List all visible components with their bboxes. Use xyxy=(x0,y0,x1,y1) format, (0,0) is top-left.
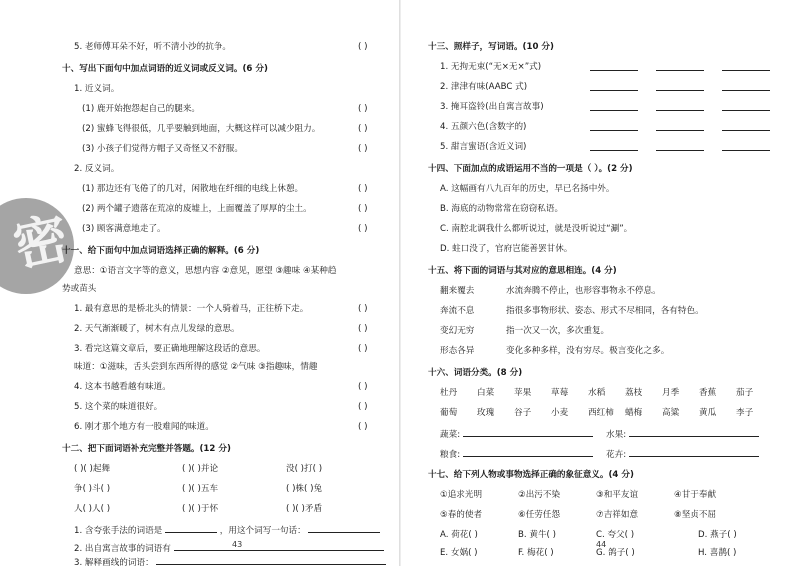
page-number: 44 xyxy=(596,540,607,549)
s11-meaning-cont: 势或苗头 xyxy=(62,284,97,294)
answer-paren[interactable]: ( ) xyxy=(358,422,368,432)
s14-option-d[interactable]: D. 蛀口没了，官府岂能善罢甘休。 xyxy=(440,244,573,254)
s17-option-3: ③和平友谊 xyxy=(596,490,639,500)
s12-q2-prefix: 2. 出自寓言故事的词语有 xyxy=(74,544,171,554)
s16-word-row-2 xyxy=(440,408,773,418)
s13-item-3: 3. 掩耳盗铃(出自寓言故事) xyxy=(440,102,544,112)
s12-q2 xyxy=(74,542,384,554)
answer-blank[interactable] xyxy=(463,448,593,457)
seal-stamp-text: 密 xyxy=(7,205,74,279)
answer-blank[interactable] xyxy=(174,542,384,551)
s17-option-5: ⑤春的使者 xyxy=(440,510,483,520)
s17-item-e[interactable]: E. 女娲( ) xyxy=(440,548,478,558)
s13-answer-row-5 xyxy=(590,142,770,154)
answer-blank[interactable] xyxy=(722,122,770,131)
s13-answer-row-3 xyxy=(590,102,770,114)
s13-answer-row-4 xyxy=(590,122,770,134)
s13-answer-row-1 xyxy=(590,62,770,74)
s15-term-3[interactable]: 变幻无穷 xyxy=(440,326,475,336)
s12-row1-c[interactable]: 没( )打( ) xyxy=(286,464,323,474)
word-item: 高粱 xyxy=(662,408,680,418)
answer-blank[interactable] xyxy=(722,82,770,91)
answer-blank[interactable] xyxy=(590,102,638,111)
answer-blank[interactable] xyxy=(656,102,704,111)
word-item: 葡萄 xyxy=(440,408,458,418)
answer-paren[interactable]: ( ) xyxy=(358,402,368,412)
s15-term-4[interactable]: 形态各异 xyxy=(440,346,475,356)
category-label: 粮食: xyxy=(440,450,461,460)
answer-paren[interactable]: ( ) xyxy=(358,324,368,334)
s17-option-7: ⑦吉祥如意 xyxy=(596,510,639,520)
s16-category-flowers xyxy=(606,448,759,460)
answer-blank[interactable] xyxy=(590,142,638,151)
answer-blank[interactable] xyxy=(656,122,704,131)
s17-option-8: ⑧坚贞不屈 xyxy=(674,510,717,520)
s13-item-5: 5. 甜言蜜语(含近义词) xyxy=(440,142,527,152)
section-14-title: 十四、下面加点的成语运用不当的一项是（ ）。(2 分) xyxy=(428,164,633,174)
s12-q1-prefix: 1. 含夸张手法的词语是 xyxy=(74,526,163,536)
s10-item-2-1: (1) 那边还有飞倦了的几对，闲散地在纤细的电线上休憩。 xyxy=(82,184,304,194)
answer-blank[interactable] xyxy=(590,82,638,91)
word-item: 小麦 xyxy=(551,408,569,418)
s17-option-6: ⑥任劳任怨 xyxy=(518,510,561,520)
s14-option-b[interactable]: B. 海底的动物常常在窃窃私语。 xyxy=(440,204,564,214)
word-item: 西红柿 xyxy=(588,408,614,418)
answer-paren[interactable]: ( ) xyxy=(358,144,368,154)
word-item: 玫瑰 xyxy=(477,408,495,418)
s17-item-f[interactable]: F. 梅花( ) xyxy=(518,548,554,558)
s12-row3-a[interactable]: 人( )人( ) xyxy=(74,504,111,514)
word-item: 李子 xyxy=(736,408,754,418)
section-10-title: 十、写出下面句中加点词语的近义词或反义词。(6 分) xyxy=(62,64,268,74)
answer-blank[interactable] xyxy=(722,142,770,151)
s17-option-2: ②出污不染 xyxy=(518,490,561,500)
category-label: 花卉: xyxy=(606,450,627,460)
s15-term-1[interactable]: 翻来覆去 xyxy=(440,286,475,296)
s16-word-row-1 xyxy=(440,388,773,398)
s10-sub1: 1. 近义词。 xyxy=(74,84,120,94)
s12-row1-a[interactable]: ( )( )起舞 xyxy=(74,464,111,474)
s17-item-c[interactable]: C. 夸父( ) xyxy=(596,530,635,540)
s12-q3-prefix: 3. 解释画线的词语： xyxy=(74,558,154,566)
s12-q1 xyxy=(74,524,380,536)
word-item: 杜丹 xyxy=(440,388,458,398)
s17-item-g[interactable]: G. 鸽子( ) xyxy=(596,548,635,558)
s17-item-d[interactable]: D. 燕子( ) xyxy=(698,530,737,540)
word-item: 香蕉 xyxy=(699,388,717,398)
s12-row1-b[interactable]: ( )( )并论 xyxy=(182,464,219,474)
answer-blank[interactable] xyxy=(308,524,380,533)
word-item: 蜡梅 xyxy=(625,408,643,418)
s15-def-3[interactable]: 指一次又一次，多次重复。 xyxy=(506,326,610,336)
question-5-prev: 5. 老师傅耳朵不好，听不清小沙的抗争。 xyxy=(74,42,232,52)
category-label: 蔬菜: xyxy=(440,430,461,440)
s13-answer-row-2 xyxy=(590,82,770,94)
s12-row2-a[interactable]: 争( )斗( ) xyxy=(74,484,111,494)
s15-def-2[interactable]: 指很多事物形状、姿态、形式不尽相同，各有特色。 xyxy=(506,306,704,316)
section-15-title: 十五、将下面的词语与其对应的意思相连。(4 分) xyxy=(428,266,617,276)
word-item: 苹果 xyxy=(514,388,532,398)
s15-term-2[interactable]: 奔流不息 xyxy=(440,306,475,316)
category-label: 水果: xyxy=(606,430,627,440)
answer-paren[interactable]: ( ) xyxy=(358,382,368,392)
s10-item-1-2: (2) 蜜蜂飞得很低，几乎要触到地面，大概这样可以减少阻力。 xyxy=(82,124,321,134)
s11-meaning-line: 意思：①语言文字等的意义，思想内容 ②意见，愿望 ③趣味 ④某种趋 xyxy=(74,266,337,276)
s15-def-1[interactable]: 水流奔腾不停止，也形容事物永不停息。 xyxy=(506,286,661,296)
s13-item-4: 4. 五颜六色(含数字的) xyxy=(440,122,527,132)
section-16-title: 十六、词语分类。(8 分) xyxy=(428,368,523,378)
s12-q3 xyxy=(74,556,386,566)
answer-blank[interactable] xyxy=(629,428,759,437)
s17-option-4: ④甘于奉献 xyxy=(674,490,717,500)
s15-def-4[interactable]: 变化多种多样，没有穷尽。极言变化之多。 xyxy=(506,346,670,356)
answer-blank[interactable] xyxy=(656,62,704,71)
answer-blank[interactable] xyxy=(590,122,638,131)
answer-blank[interactable] xyxy=(656,82,704,91)
s10-item-2-2: (2) 两个罐子遗落在荒凉的废墟上，上面覆盖了厚厚的尘土。 xyxy=(82,204,312,214)
answer-blank[interactable] xyxy=(156,556,386,565)
answer-paren[interactable]: ( ) xyxy=(358,224,368,234)
answer-blank[interactable] xyxy=(165,524,217,533)
answer-paren[interactable]: ( ) xyxy=(358,304,368,314)
answer-blank[interactable] xyxy=(629,448,759,457)
answer-blank[interactable] xyxy=(590,62,638,71)
right-page xyxy=(400,0,800,566)
s11-item-1: 1. 最有意思的是桥北头的情景：一个人骑着马，正往桥下走。 xyxy=(74,304,309,314)
answer-blank[interactable] xyxy=(722,102,770,111)
s12-row2-b[interactable]: ( )( )五车 xyxy=(182,484,219,494)
s11-item-5: 5. 这个菜的味道很好。 xyxy=(74,402,163,412)
s11-item-4: 4. 这本书越看越有味道。 xyxy=(74,382,171,392)
s14-option-a[interactable]: A. 这幅画有八九百年的历史，早已名扬中外。 xyxy=(440,184,615,194)
section-12-title: 十二、把下面词语补充完整并答题。(12 分) xyxy=(62,444,231,454)
answer-paren[interactable]: ( ) xyxy=(358,104,368,114)
answer-blank[interactable] xyxy=(722,62,770,71)
word-item: 荔枝 xyxy=(625,388,643,398)
s11-item-2: 2. 天气渐渐暖了，树木有点儿发绿的意思。 xyxy=(74,324,240,334)
s10-sub2: 2. 反义词。 xyxy=(74,164,120,174)
s12-row3-c[interactable]: ( )( )矛盾 xyxy=(286,504,323,514)
s11-item-3: 3. 看完这篇文章后，要正确地理解这段话的意思。 xyxy=(74,344,266,354)
answer-blank[interactable] xyxy=(463,428,593,437)
section-13-title: 十三、照样子，写词语。(10 分) xyxy=(428,42,554,52)
answer-paren[interactable]: ( ) xyxy=(358,344,368,354)
s16-category-grains xyxy=(440,448,593,460)
word-item: 月季 xyxy=(662,388,680,398)
s17-item-a[interactable]: A. 荷花( ) xyxy=(440,530,478,540)
s14-option-c[interactable]: C. 南腔北调我什么都听说过，就是没听说过“涮”。 xyxy=(440,224,633,234)
word-item: 黄瓜 xyxy=(699,408,717,418)
s10-item-1-1: (1) 鹿开始抱怨起自己的腿来。 xyxy=(82,104,201,114)
s12-row3-b[interactable]: ( )( )于怀 xyxy=(182,504,219,514)
page-number: 43 xyxy=(232,540,243,549)
word-item: 茄子 xyxy=(736,388,754,398)
section-11-title: 十一、给下面句中加点词语选择正确的解释。(6 分) xyxy=(62,246,260,256)
s13-item-2: 2. 津津有味(AABC 式) xyxy=(440,82,528,92)
answer-paren[interactable]: ( ) xyxy=(358,124,368,134)
section-17-title: 十七、给下列人物或事物选择正确的象征意义。(4 分) xyxy=(428,470,634,480)
s17-item-h[interactable]: H. 喜鹊( ) xyxy=(698,548,737,558)
s10-item-2-3: (3) 顾客满意地走了。 xyxy=(82,224,166,234)
word-item: 草莓 xyxy=(551,388,569,398)
s12-q1-suffix: ，用这个词写一句话： xyxy=(219,526,306,536)
word-item: 水稻 xyxy=(588,388,606,398)
s11-item-6: 6. 刚才那个地方有一股难闻的味道。 xyxy=(74,422,214,432)
s13-item-1: 1. 无拘无束(“无×无×”式) xyxy=(440,62,542,72)
s16-category-fruits xyxy=(606,428,759,440)
answer-paren[interactable]: ( ) xyxy=(358,184,368,194)
word-item: 白菜 xyxy=(477,388,495,398)
s17-option-1: ①追求光明 xyxy=(440,490,483,500)
s16-category-vegetables xyxy=(440,428,593,440)
word-item: 谷子 xyxy=(514,408,532,418)
answer-paren[interactable]: ( ) xyxy=(358,204,368,214)
s10-item-1-3: (3) 小孩子们觉得方帽子又奇怪又不舒服。 xyxy=(82,144,243,154)
s17-item-b[interactable]: B. 黄牛( ) xyxy=(518,530,556,540)
answer-paren[interactable]: ( ) xyxy=(358,42,368,52)
answer-blank[interactable] xyxy=(656,142,704,151)
s12-row2-c[interactable]: ( )株( )兔 xyxy=(286,484,323,494)
s11-taste-line: 味道：①滋味，舌头尝到东西所得的感觉 ②气味 ③指趣味，情趣 xyxy=(74,362,318,372)
